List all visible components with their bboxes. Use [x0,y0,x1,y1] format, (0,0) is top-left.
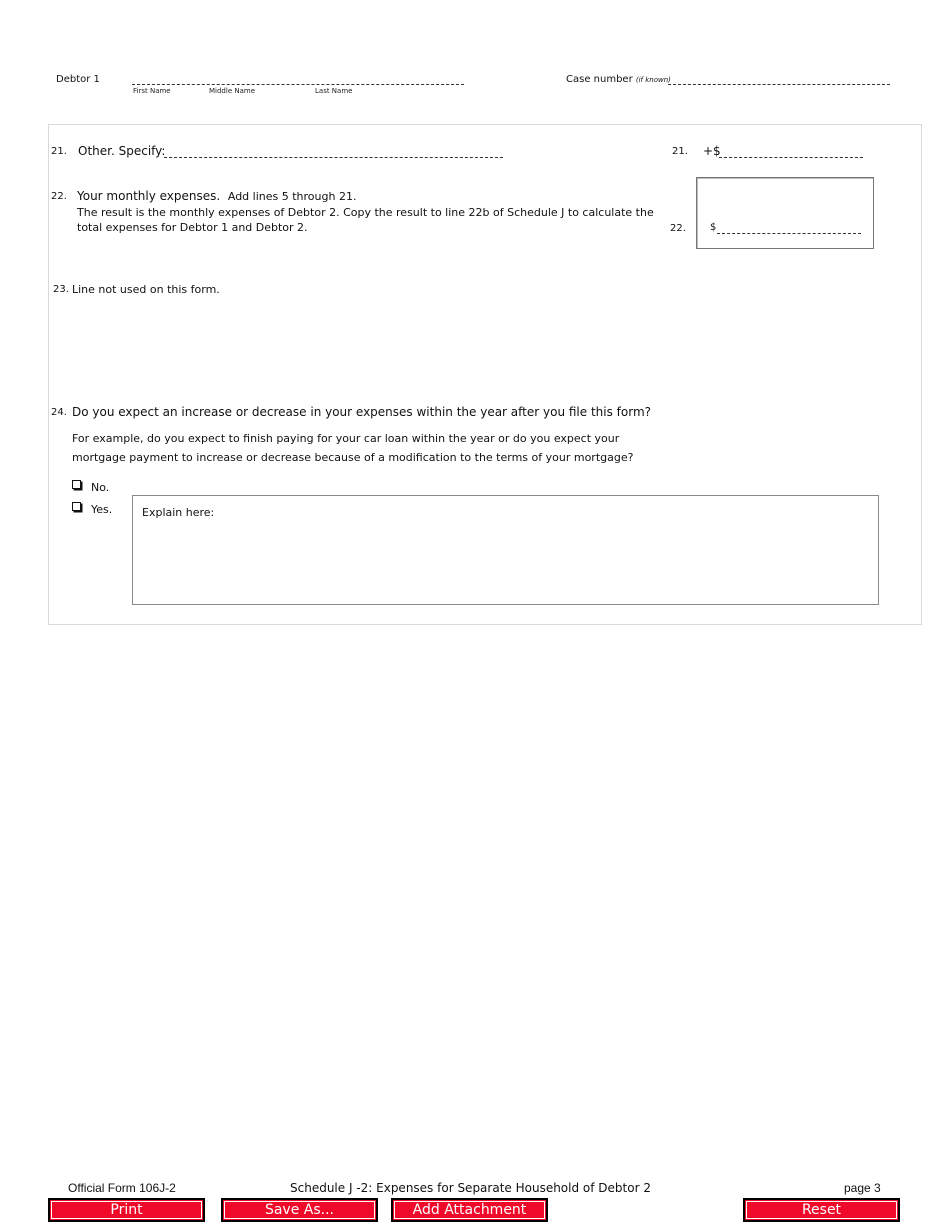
line-21-amount-field[interactable] [719,157,863,158]
reset-button[interactable]: Reset [743,1198,900,1222]
last-name-caption: Last Name [315,87,353,95]
middle-name-caption: Middle Name [209,87,255,95]
line-23-number: 23. [53,284,69,295]
line-22-description-1: The result is the monthly expenses of Debtor 2. Copy the result to line 22b of Schedule J to calculate the [77,206,654,219]
yes-label: Yes. [91,503,113,516]
line-22-title: Your monthly expenses. Add lines 5 through 21. [77,189,357,203]
line-22-currency: $ [710,222,717,233]
line-21-sign: +$ [703,144,721,158]
line-21-number: 21. [51,146,67,157]
case-number-field[interactable] [668,84,890,85]
print-button[interactable]: Print [48,1198,205,1222]
line-22-amount-field[interactable] [717,233,861,234]
other-specify-field[interactable] [164,157,503,158]
footer-title: Schedule J -2: Expenses for Separate Household of Debtor 2 [290,1181,651,1195]
no-label: No. [91,481,110,494]
case-number-label: Case number (if known) [566,74,671,85]
line-22-number: 22. [51,191,67,202]
explain-here-label: Explain here: [142,506,215,519]
debtor-label: Debtor 1 [56,74,100,85]
line-24-question: Do you expect an increase or decrease in your expenses within the year after you file this form? [72,405,652,419]
save-as-button[interactable]: Save As... [221,1198,378,1222]
line-24-example-1: For example, do you expect to finish paying for your car loan within the year or do you expect your [72,432,620,445]
line-22-right-number: 22. [670,223,686,234]
line-22-description-2: total expenses for Debtor 1 and Debtor 2. [77,221,308,234]
debtor-name-field[interactable] [132,84,464,85]
explain-here-textarea[interactable] [132,495,879,605]
line-24-example-2: mortgage payment to increase or decrease because of a modification to the terms of your mortgage? [72,451,634,464]
footer-form-id: Official Form 106J-2 [68,1181,176,1195]
yes-checkbox[interactable] [72,502,81,511]
add-attachment-button[interactable]: Add Attachment [391,1198,548,1222]
line-21-right-number: 21. [672,146,688,157]
line-23-text: Line not used on this form. [72,283,220,296]
footer-page: page 3 [844,1181,881,1195]
no-checkbox[interactable] [72,480,81,489]
line-21-label: Other. Specify: [78,144,166,158]
line-24-number: 24. [51,407,67,418]
first-name-caption: First Name [133,87,171,95]
monthly-expenses-total-box [696,177,874,249]
if-known-note: (if known) [635,76,671,84]
